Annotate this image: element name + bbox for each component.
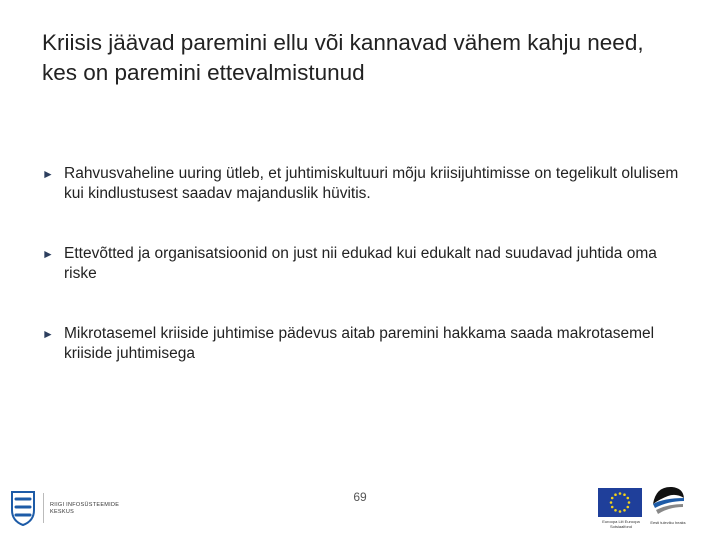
eu-logo-caption: Euroopa Liit Euroopa Sotsiaalfond [602,519,640,529]
eu-star [610,501,613,504]
bullet-item [42,164,682,204]
eu-star [611,506,614,509]
eesti-tuleviku-heaks-icon [650,484,686,518]
bullet-text: Rahvusvaheline uuring ütleb, et juhtimiskultuuri mõju kriisijuhtimisse on tegelikult olulisem kui kindlustusest saadav majanduslik hüvitis. [64,165,679,202]
bullet-arrow-icon: ► [42,247,54,261]
bullet-list [42,164,682,364]
eu-star [614,509,617,512]
eesti-logo-caption: Eesti tuleviku heaks [650,520,686,525]
bullet-text: Mikrotasemel kriiside juhtimise pädevus aitab paremini hakkama saada makrotasemel kriiside juhtimisega [64,325,655,362]
bullet-text: Ettevõtted ja organisatsioonid on just nii edukad kui edukalt nad suudavad juhtida oma riske [64,245,657,282]
eu-star [626,506,629,509]
bullet-item [42,244,682,284]
eu-star [626,497,629,500]
slide-title: Kriisis jäävad paremini ellu või kannavad vähem kahju need, kes on paremini ettevalmistunud [42,30,644,85]
bullet-arrow-icon: ► [42,167,54,181]
ria-logo [10,490,120,526]
estonian-coat-of-arms-icon [10,490,36,526]
bullet-arrow-icon: ► [42,327,54,341]
eu-star [611,497,614,500]
eu-star [614,493,617,496]
eu-flag-icon [598,488,642,517]
eu-star [623,509,626,512]
eu-star [619,492,622,495]
eu-logo [598,488,644,528]
eesti-logo [648,484,688,528]
eu-star [623,493,626,496]
bullet-item [42,324,682,364]
eu-star [619,510,622,513]
organization-name: RIIGI INFOSÜSTEEMIDE KESKUS [50,502,120,515]
eu-star [628,501,631,504]
page-number: 69 [353,490,367,504]
logo-divider [43,493,44,523]
